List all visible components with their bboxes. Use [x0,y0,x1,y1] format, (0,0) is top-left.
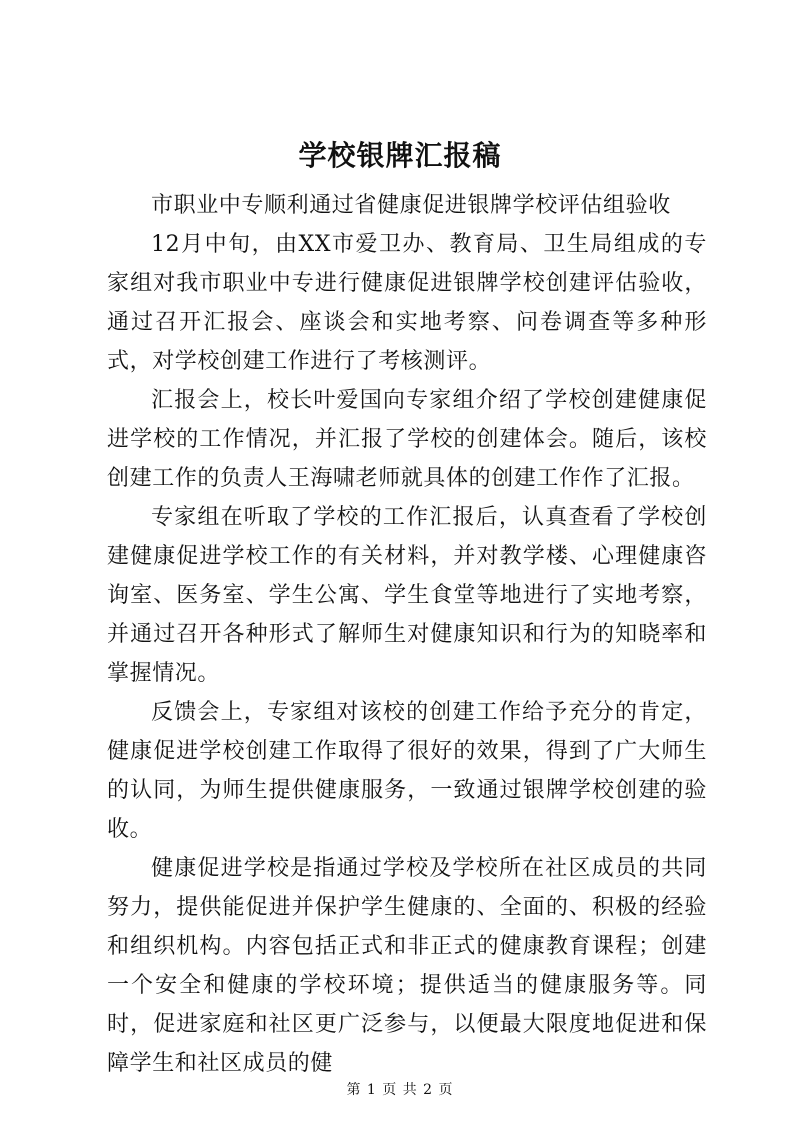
document-body [107,186,707,1083]
paragraph-inspection: 专家组在听取了学校的工作汇报后，认真查看了学校创建健康促进学校工作的有关材料，并对教学楼、心理健康咨询室、医务室、学生公寓、学生食堂等地进行了实地考察，并通过召开各种形式了解师生对健康知识和行为的知晓率和掌握情况。 [107,505,707,686]
paragraph-definition: 健康促进学校是指通过学校及学校所在社区成员的共同努力，提供能促进并保护学生健康的、全面的、积极的经验和组织机构。内容包括正式和非正式的健康教育课程；创建一个安全和健康的学校环境；提供适当的健康服务等。同时，促进家庭和社区更广泛参与，以便最大限度地促进和保障学生和社区成员的健 [107,856,707,1076]
document-title: 学校银牌汇报稿 [298,139,502,172]
paragraph-report-meeting: 汇报会上，校长叶爱国向专家组介绍了学校创建健康促进学校的工作情况，并汇报了学校的创建体会。随后，该校创建工作的负责人王海啸老师就具体的创建工作作了汇报。 [107,388,707,491]
paragraph-evaluation: 12月中旬，由XX市爱卫办、教育局、卫生局组成的专家组对我市职业中专进行健康促进银牌学校创建评估验收，通过召开汇报会、座谈会和实地考察、问卷调查等多种形式，对学校创建工作进行了考核测评。 [107,232,707,374]
paragraph-subtitle: 市职业中专顺利通过省健康促进银牌学校评估组验收 [151,193,671,218]
page-footer: 第 1 页 共 2 页 [346,1082,454,1098]
paragraph-feedback: 反馈会上，专家组对该校的创建工作给予充分的肯定，健康促进学校创建工作取得了很好的效果，得到了广大师生的认同，为师生提供健康服务，一致通过银牌学校创建的验收。 [107,700,707,842]
